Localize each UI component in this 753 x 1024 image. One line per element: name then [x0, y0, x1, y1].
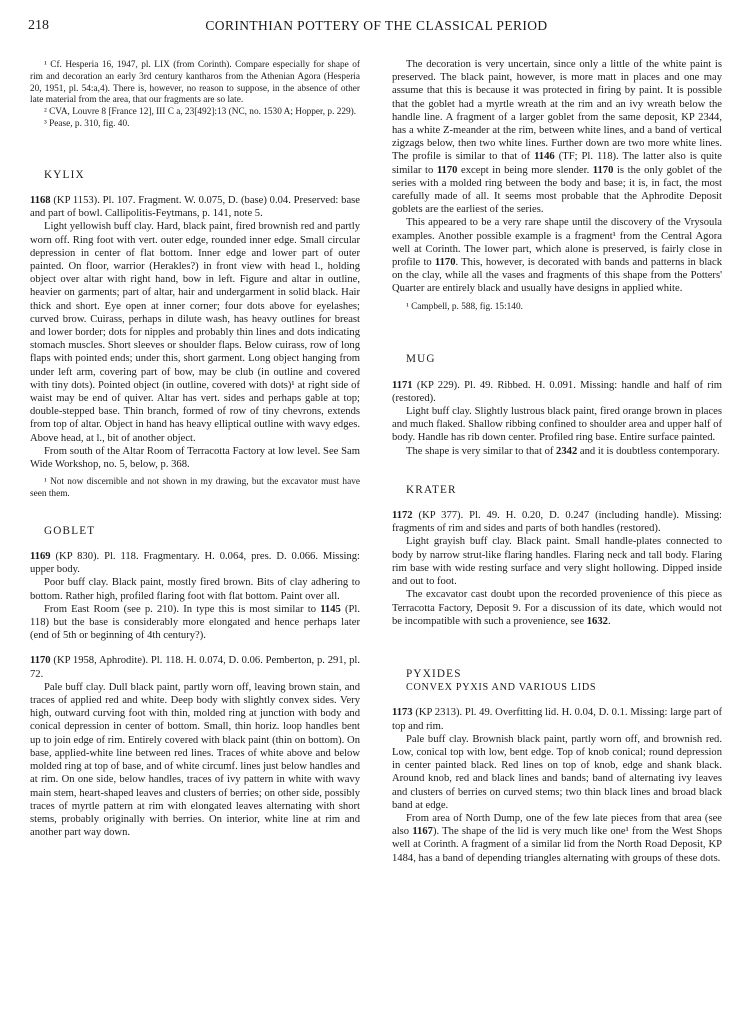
entry-header: (KP 1153). Pl. 107. Fragment. W. 0.075, D. (base) 0.04. Preserved: base and part of bowl. Callipolitis-Feytmans, p. 141, note 5. — [30, 194, 360, 220]
section-heading-pyxides: PYXIDES — [406, 667, 462, 680]
cross-reference: 1145 — [320, 603, 341, 615]
entry-1169-description: Poor buff clay. Black paint, mostly fired brown. Bits of clay adhering to bottom. Rather high, profiled flaring foot with flat bottom. Paint over all. — [30, 577, 360, 602]
entry-1171-note: The shape is very similar to that of 2342 and it is doubtless contemporary. — [406, 445, 720, 457]
subsection-heading: CONVEX PYXIS AND VARIOUS LIDS — [406, 682, 597, 694]
cross-reference: 1632 — [586, 615, 608, 627]
top-footnotes — [30, 60, 360, 131]
entry-1169 — [30, 550, 360, 576]
page-number: 218 — [28, 18, 49, 33]
entry-header: (KP 229). Pl. 49. Ribbed. H. 0.091. Missing: handle and half of rim (restored). — [392, 379, 722, 404]
page-header — [28, 18, 725, 38]
entry-1173 — [392, 706, 722, 732]
catalogue-number: 1173 — [392, 707, 413, 719]
entry-1169-findspot: From East Room (see p. 210). In type this is most similar to 1145 (Pl. 118) but the base is considerably more elongated and hence perhaps later (end of 5th or beginning of 4th century?). — [30, 603, 360, 642]
cross-reference: 1170 — [434, 257, 456, 269]
entry-1172-description: Light grayish buff clay. Black paint. Small handle-plates connected to body by narrow strut-like flaring handles. Flaring neck and tall body. Flaring rim base with wide resting surface and very slight hollowing. Dipped inside and out to foot. — [392, 536, 722, 588]
cross-reference: 1167 — [412, 826, 433, 838]
footnote-1: ¹ Cf. Hesperia 16, 1947, pl. LIX (from Corinth). Compare especially for shape of rim and decoration an early 3rd century kantharos from the Athenian Agora (Hesperia 20, 1951, pl. 54:a,4). There is, however, no reason to suppose, in the absence of other late material from the area, that our fragments are so late. — [30, 60, 360, 106]
section-heading-mug: MUG — [406, 353, 436, 366]
entry-1171 — [392, 379, 722, 405]
goblet-discussion-2: This appeared to be a very rare shape until the discovery of the Vrysoula examples. Another possible example is a fragment¹ from the Central Agora well at Corinth. The lower part, which alone is preserved, is fairly close in profile to 1170. This, however, is decorated with bands and patterns in black on the clay, while all the vases and fragments of this shape from the Potters' Quarter are entirely black and usually have designs in applied white. — [392, 217, 722, 295]
entry-1168-description: Light yellowish buff clay. Hard, black paint, fired brownish red and partly worn off. Ring foot with vert. outer edge, rounded inner edge. Small circular depression in center of flat bottom. Inner edge and lower part of outer painted. On floor, warrior (Herakles?) in front view with head l., holding object over altar with right hand, bow in left. Figure and altar in outline, heavier on garments; part of altar, hair and undergarment in solid black. Hair thick and short. Eye open at inner corner; four dots above for eyelashes; curved brow. Cuirass, perhaps in dilute wash, has heavy outlines for breast and lower border; dots for nipples and probably thin lines and dots indicating stomach muscles. Short sleeves or shoulder flaps. Below cuirass, row of long flaps with pointed ends; under this, short garment. Long object hanging from under left arm, covering part of bow, may be club (in outline and covered with tiny dots). Pointed object (in outline, covered with dots)¹ at right side of waist may be end of quiver. Altar has vert. sides and perhaps gable at top; double-stepped base. Thin branch, formed of row of tiny chevrons, extends from top of altar. Object in hand has heavy elliptical outline with wavy edges. Above head, at l., bit of another object. — [30, 221, 360, 444]
entry-1172 — [392, 509, 722, 535]
entry-1172-note: The excavator cast doubt upon the recorded provenience of this piece as Terracotta Factory, Deposit 9. For a discussion of its date, which would not be incompatible with such a provenience, see 1632. — [392, 589, 722, 627]
catalogue-number: 1171 — [392, 379, 413, 391]
entry-1168-footnote: ¹ Not now discernible and not shown in my drawing, but the excavator must have seen them. — [30, 477, 360, 500]
cross-reference: 1146 — [534, 151, 555, 163]
section-heading-goblet: GOBLET — [44, 524, 96, 537]
catalogue-number: 1168 — [30, 194, 51, 206]
entry-1170 — [30, 654, 360, 680]
catalogue-number: 1172 — [392, 510, 413, 522]
entry-header: (KP 2313). Pl. 49. Overfitting lid. H. 0.04, D. 0.1. Missing: large part of top and rim. — [392, 707, 722, 732]
footnote-3: ³ Pease, p. 310, fig. 40. — [44, 118, 130, 129]
entry-1168-findspot: From south of the Altar Room of Terracotta Factory at low level. See Sam Wide Workshop, no. 5, below, p. 368. — [30, 445, 360, 471]
left-column — [30, 58, 360, 839]
section-heading-krater: KRATER — [406, 483, 457, 496]
cross-reference: 1170 — [592, 164, 614, 176]
section-heading-kylix: KYLIX — [44, 168, 85, 181]
goblet-discussion: The decoration is very uncertain, since only a little of the white paint is preserved. The black paint, however, is more matt in places and one may assume that this is because it was protected in firing by paint. It is possible that the goblet had a myrtle wreath at the rim and an ivy wreath below the handle line. A fragment of a larger goblet from the same deposit, KP 2344, has a white Z-meander at the rim, between white lines, and a band of vertical zigzags below, then two white lines. Further down are two more white lines. The profile is similar to that of 1146 (TF; Pl. 118). The latter also is quite similar to 1170 except in being more slender. 1170 is the only goblet of the series with a molded ring between the body and base; it is, in fact, the most carefully made of all. It seems most probable that the Aphrodite Deposit goblets are the earliest of the series. — [392, 59, 722, 216]
entry-header: (KP 1958, Aphrodite). Pl. 118. H. 0.074, D. 0.06. Pemberton, p. 291, pl. 72. — [30, 655, 360, 680]
entry-1173-description: Pale buff clay. Brownish black paint, partly worn off, and brownish red. Low, conical top with low, bent edge. Top of knob conical; round depression in center painted black. Red lines on top of knob, edge and shank black. Around knob, red and black lines and bands; band of alternating ivy leaves and clusters of berries on curved stems; two thin black lines and broad black band at edge. — [392, 733, 722, 811]
entry-1168 — [30, 194, 360, 220]
entry-header: (KP 377). Pl. 49. H. 0.20, D. 0.247 (including handle). Missing: fragments of rim and sides and parts of both handles (restored). — [392, 510, 722, 535]
catalogue-number: 1169 — [30, 551, 51, 563]
cross-reference: 1170 — [436, 164, 458, 176]
catalogue-number: 1170 — [30, 655, 51, 667]
right-column — [392, 58, 722, 865]
entry-1170-description: Pale buff clay. Dull black paint, partly worn off, leaving brown stain, and traces of applied red and white. Deep body with slightly convex sides. Very high, outward curving foot with thin, molded ring at junction with body and conical depression in center of bottom. Small, thin horiz. loop handles bent up to join edge of rim. Entirely covered with black paint (thin on bottom). On base, applied-white line between red lines. Traces of white above and below molded ring at top of base, and of white circumf. lines just below handles and at rim. On one side, below handles, traces of ivy pattern in white with wavy main stem, heart-shaped leaves and clusters of berries; on other side, possibly traces of myrtle pattern at rim with elongated leaves alternating with short stems, probably originally with berries. On interior, white line at rim and another part way down. — [30, 681, 360, 839]
footnote-campbell: ¹ Campbell, p. 588, fig. 15:140. — [406, 301, 523, 312]
cross-reference: 2342 — [556, 445, 578, 457]
entry-1171-description: Light buff clay. Slightly lustrous black paint, fired orange brown in places and much flaked. Shallow ribbing confined to shoulder area and upper half of body. Handle has rib down center. Profiled ring base. Entire surface painted. — [392, 406, 722, 444]
entry-1173-findspot: From area of North Dump, one of the few late pieces from that area (see also 1167). The shape of the lid is very much like one¹ from the West Shops well at Corinth. A fragment of a similar lid from the North Road Deposit, KP 1484, has a band of depending triangles alternating with groups of these dots. — [392, 812, 722, 864]
entry-header: (KP 830). Pl. 118. Fragmentary. H. 0.064, pres. D. 0.066. Missing: upper body. — [30, 551, 360, 576]
running-title: CORINTHIAN POTTERY OF THE CLASSICAL PERIOD — [205, 18, 548, 33]
footnote-2: ² CVA, Louvre 8 [France 12], III C a, 23[492]:13 (NC, no. 1530 A; Hopper, p. 229). — [44, 107, 357, 118]
